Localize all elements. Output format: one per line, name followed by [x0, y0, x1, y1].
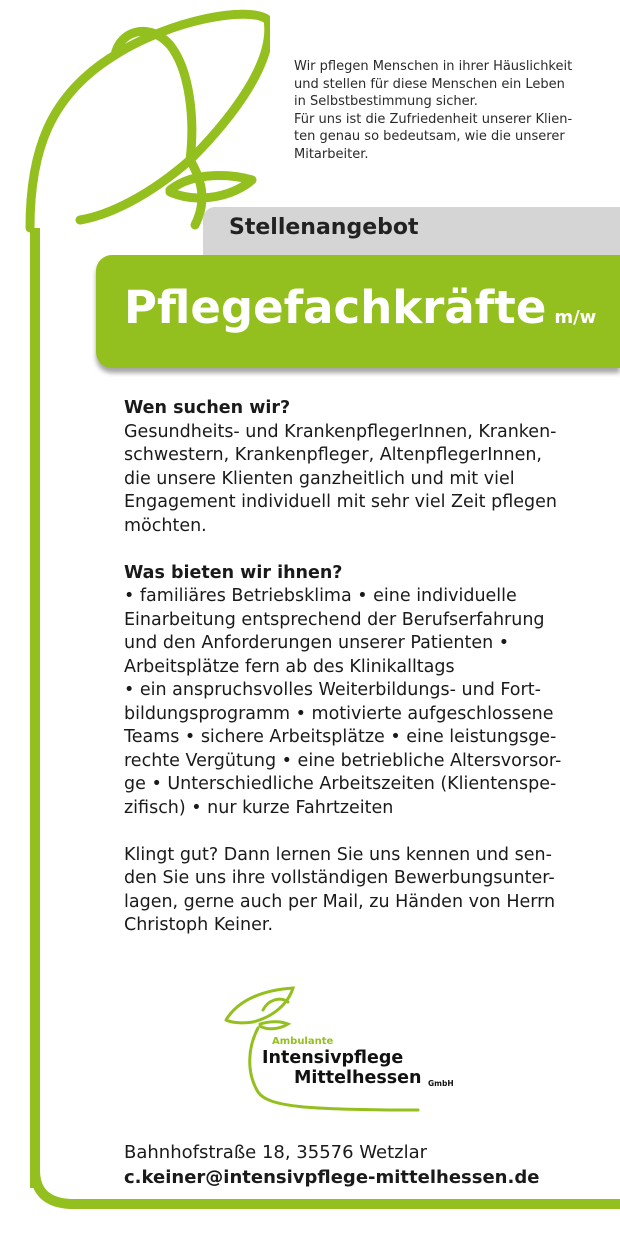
body-text	[124, 397, 604, 938]
job-offer-label: Stellenangebot	[229, 215, 419, 240]
intro-text	[294, 58, 604, 164]
section-heading: Wen suchen wir?	[124, 398, 291, 418]
body-line: Einarbeitung entsprechend der Berufserfahrung	[124, 609, 545, 630]
body-line: möchten.	[124, 515, 207, 536]
body-line: • familiäres Betriebsklima • eine individuelle	[124, 586, 517, 606]
page-title-text: Pflegefachkräfte	[124, 281, 547, 334]
body-line: lagen, gerne auch per Mail, zu Händen von Herrn	[124, 891, 556, 912]
body-line: Teams • sichere Arbeitsplätze • eine leistungsge-	[124, 727, 557, 747]
body-line: die unsere Klienten ganzheitlich und mit viel	[124, 468, 515, 489]
logo-line1: Intensivpflege	[262, 1048, 404, 1068]
body-line: rechte Vergütung • eine betriebliche Altersvorsor-	[124, 750, 562, 771]
email-link[interactable]: c.keiner@intensivpflege-mittelhessen.de	[124, 1167, 540, 1188]
gender-suffix: m/w	[554, 307, 597, 328]
intro-line: und stellen für diese Menschen ein Leben	[294, 76, 565, 92]
company-logo	[218, 982, 478, 1112]
intro-line: ten genau so bedeutsam, wie die unserer	[294, 129, 565, 145]
body-line: und den Anforderungen unserer Patienten •	[124, 633, 510, 653]
title-banner	[96, 255, 620, 368]
address: Bahnhofstraße 18, 35576 Wetzlar	[124, 1142, 428, 1163]
intro-line: Für uns ist die Zufriedenheit unserer Klien-	[294, 111, 573, 127]
logo-suffix: GmbH	[428, 1079, 454, 1088]
body-line: Christoph Keiner.	[124, 915, 274, 935]
body-line: den Sie uns ihre vollständigen Bewerbungsunter-	[124, 868, 555, 888]
butterfly-logo-icon	[20, 0, 270, 240]
body-line: zifisch) • nur kurze Fahrtzeiten	[124, 797, 394, 818]
intro-line: in Selbstbestimmung sicher.	[294, 94, 478, 110]
section-heading: Was bieten wir ihnen?	[124, 562, 343, 583]
body-line: Gesundheits- und KrankenpflegerInnen, Kranken-	[124, 421, 557, 442]
frame-left-bar	[30, 228, 40, 1188]
logo-butterfly-icon	[218, 982, 478, 1112]
intro-line: Wir pflegen Menschen in ihrer Häuslichkeit	[294, 59, 573, 74]
contact-block	[124, 1140, 539, 1190]
intro-line: Mitarbeiter.	[294, 146, 369, 162]
body-line: ge • Unterschiedliche Arbeitszeiten (Klientenspe-	[124, 774, 557, 794]
logo-line2: Mittelhessen	[294, 1068, 422, 1088]
body-line: bildungsprogramm • motivierte aufgeschlossene	[124, 703, 554, 724]
page-title	[124, 281, 596, 334]
job-offer-tab	[203, 207, 620, 255]
body-line: Klingt gut? Dann lernen Sie uns kennen und sen-	[124, 844, 552, 865]
body-line: Arbeitsplätze fern ab des Klinikalltags	[124, 656, 455, 677]
body-line: Engagement individuell mit sehr viel Zeit pflegen	[124, 492, 557, 512]
body-line: • ein anspruchsvolles Weiterbildungs- und Fort-	[124, 680, 541, 700]
body-line: schwestern, Krankenpfleger, AltenpflegerInnen,	[124, 445, 542, 465]
logo-line-small: Ambulante	[272, 1036, 334, 1047]
